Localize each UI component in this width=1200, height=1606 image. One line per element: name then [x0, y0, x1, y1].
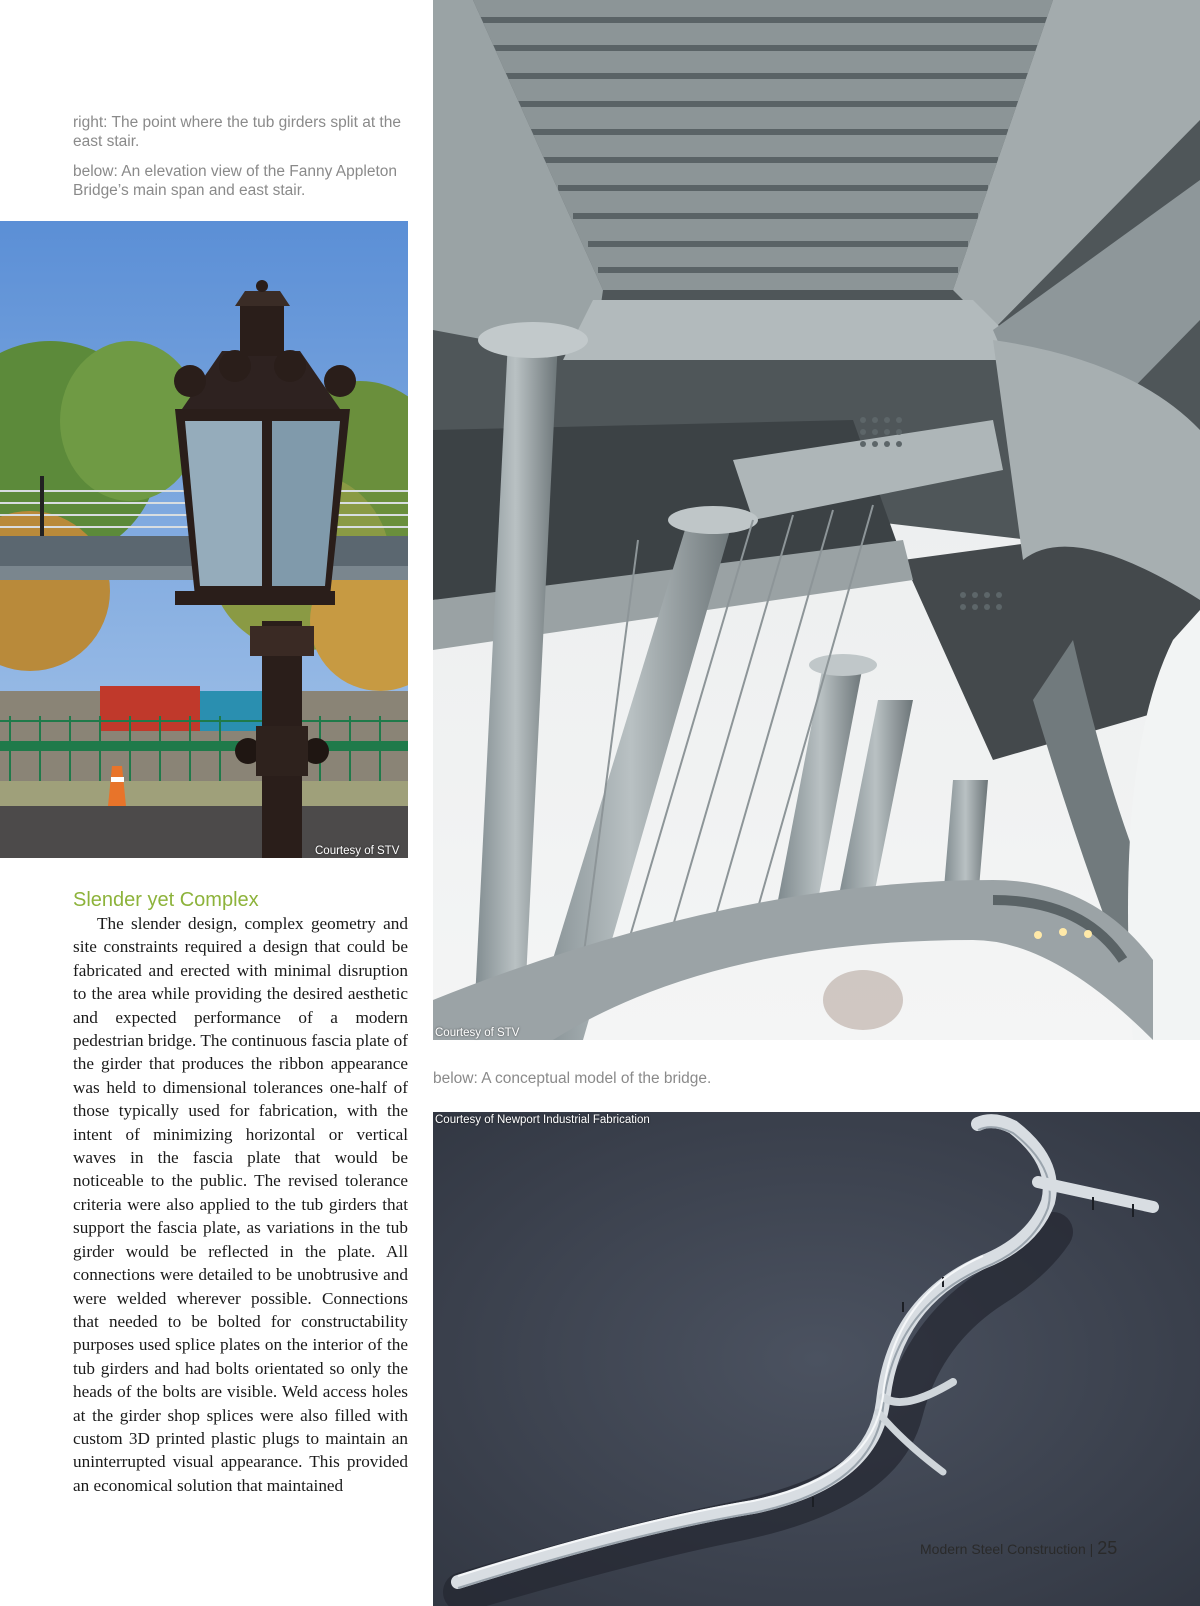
lamp-post-photo [0, 221, 408, 858]
publication-name: Modern Steel Construction [920, 1541, 1086, 1557]
section-heading: Slender yet Complex [73, 889, 259, 911]
page-number: 25 [1097, 1538, 1118, 1558]
footer-separator: | [1089, 1541, 1094, 1557]
caption-right: right: The point where the tub girders split at the east stair. [73, 114, 401, 150]
tub-girder-split-photo [433, 0, 1200, 1040]
bridge-model-photo [433, 1112, 1200, 1606]
caption-below-model: below: A conceptual model of the bridge. [433, 1070, 712, 1087]
page-footer [920, 1538, 1117, 1559]
lamp-photo-credit: Courtesy of STV [315, 845, 400, 857]
article-paragraph: The slender design, complex geometry and site constraints required a design that could be fabricated and erected with minimal disruption to the area while providing the desired aesthetic and expected performance of a modern pedestrian bridge. The continuous fascia plate of the girder that produces the ribbon appearance was held to dimensional tolerances one-half of those typically used for fabrication, with the intent of minimizing horizontal or vertical waves in the fascia plate that would be noticeable to the public. The revised tolerance criteria were also applied to the tub girders that support the fascia plate, as variations in the tub girder would be reflected in the plate. All connections were detailed to be unobtrusive and were welded wherever possible. Connections that needed to be bolted for constructability purposes used splice plates on the interior of the tub girders and had bolts orientated so only the heads of the bolts are visible. Weld access holes at the girder shop splices were also filled with custom 3D printed plastic plugs to maintain an uninterrupted visual appearance. This provided an economical solution that maintained [73, 914, 408, 1495]
model-photo-credit: Courtesy of Newport Industrial Fabrication [435, 1114, 650, 1126]
caption-below-elevation: below: An elevation view of the Fanny Appleton Bridge’s main span and east stair. [73, 163, 397, 199]
girder-photo-credit: Courtesy of STV [435, 1027, 520, 1039]
